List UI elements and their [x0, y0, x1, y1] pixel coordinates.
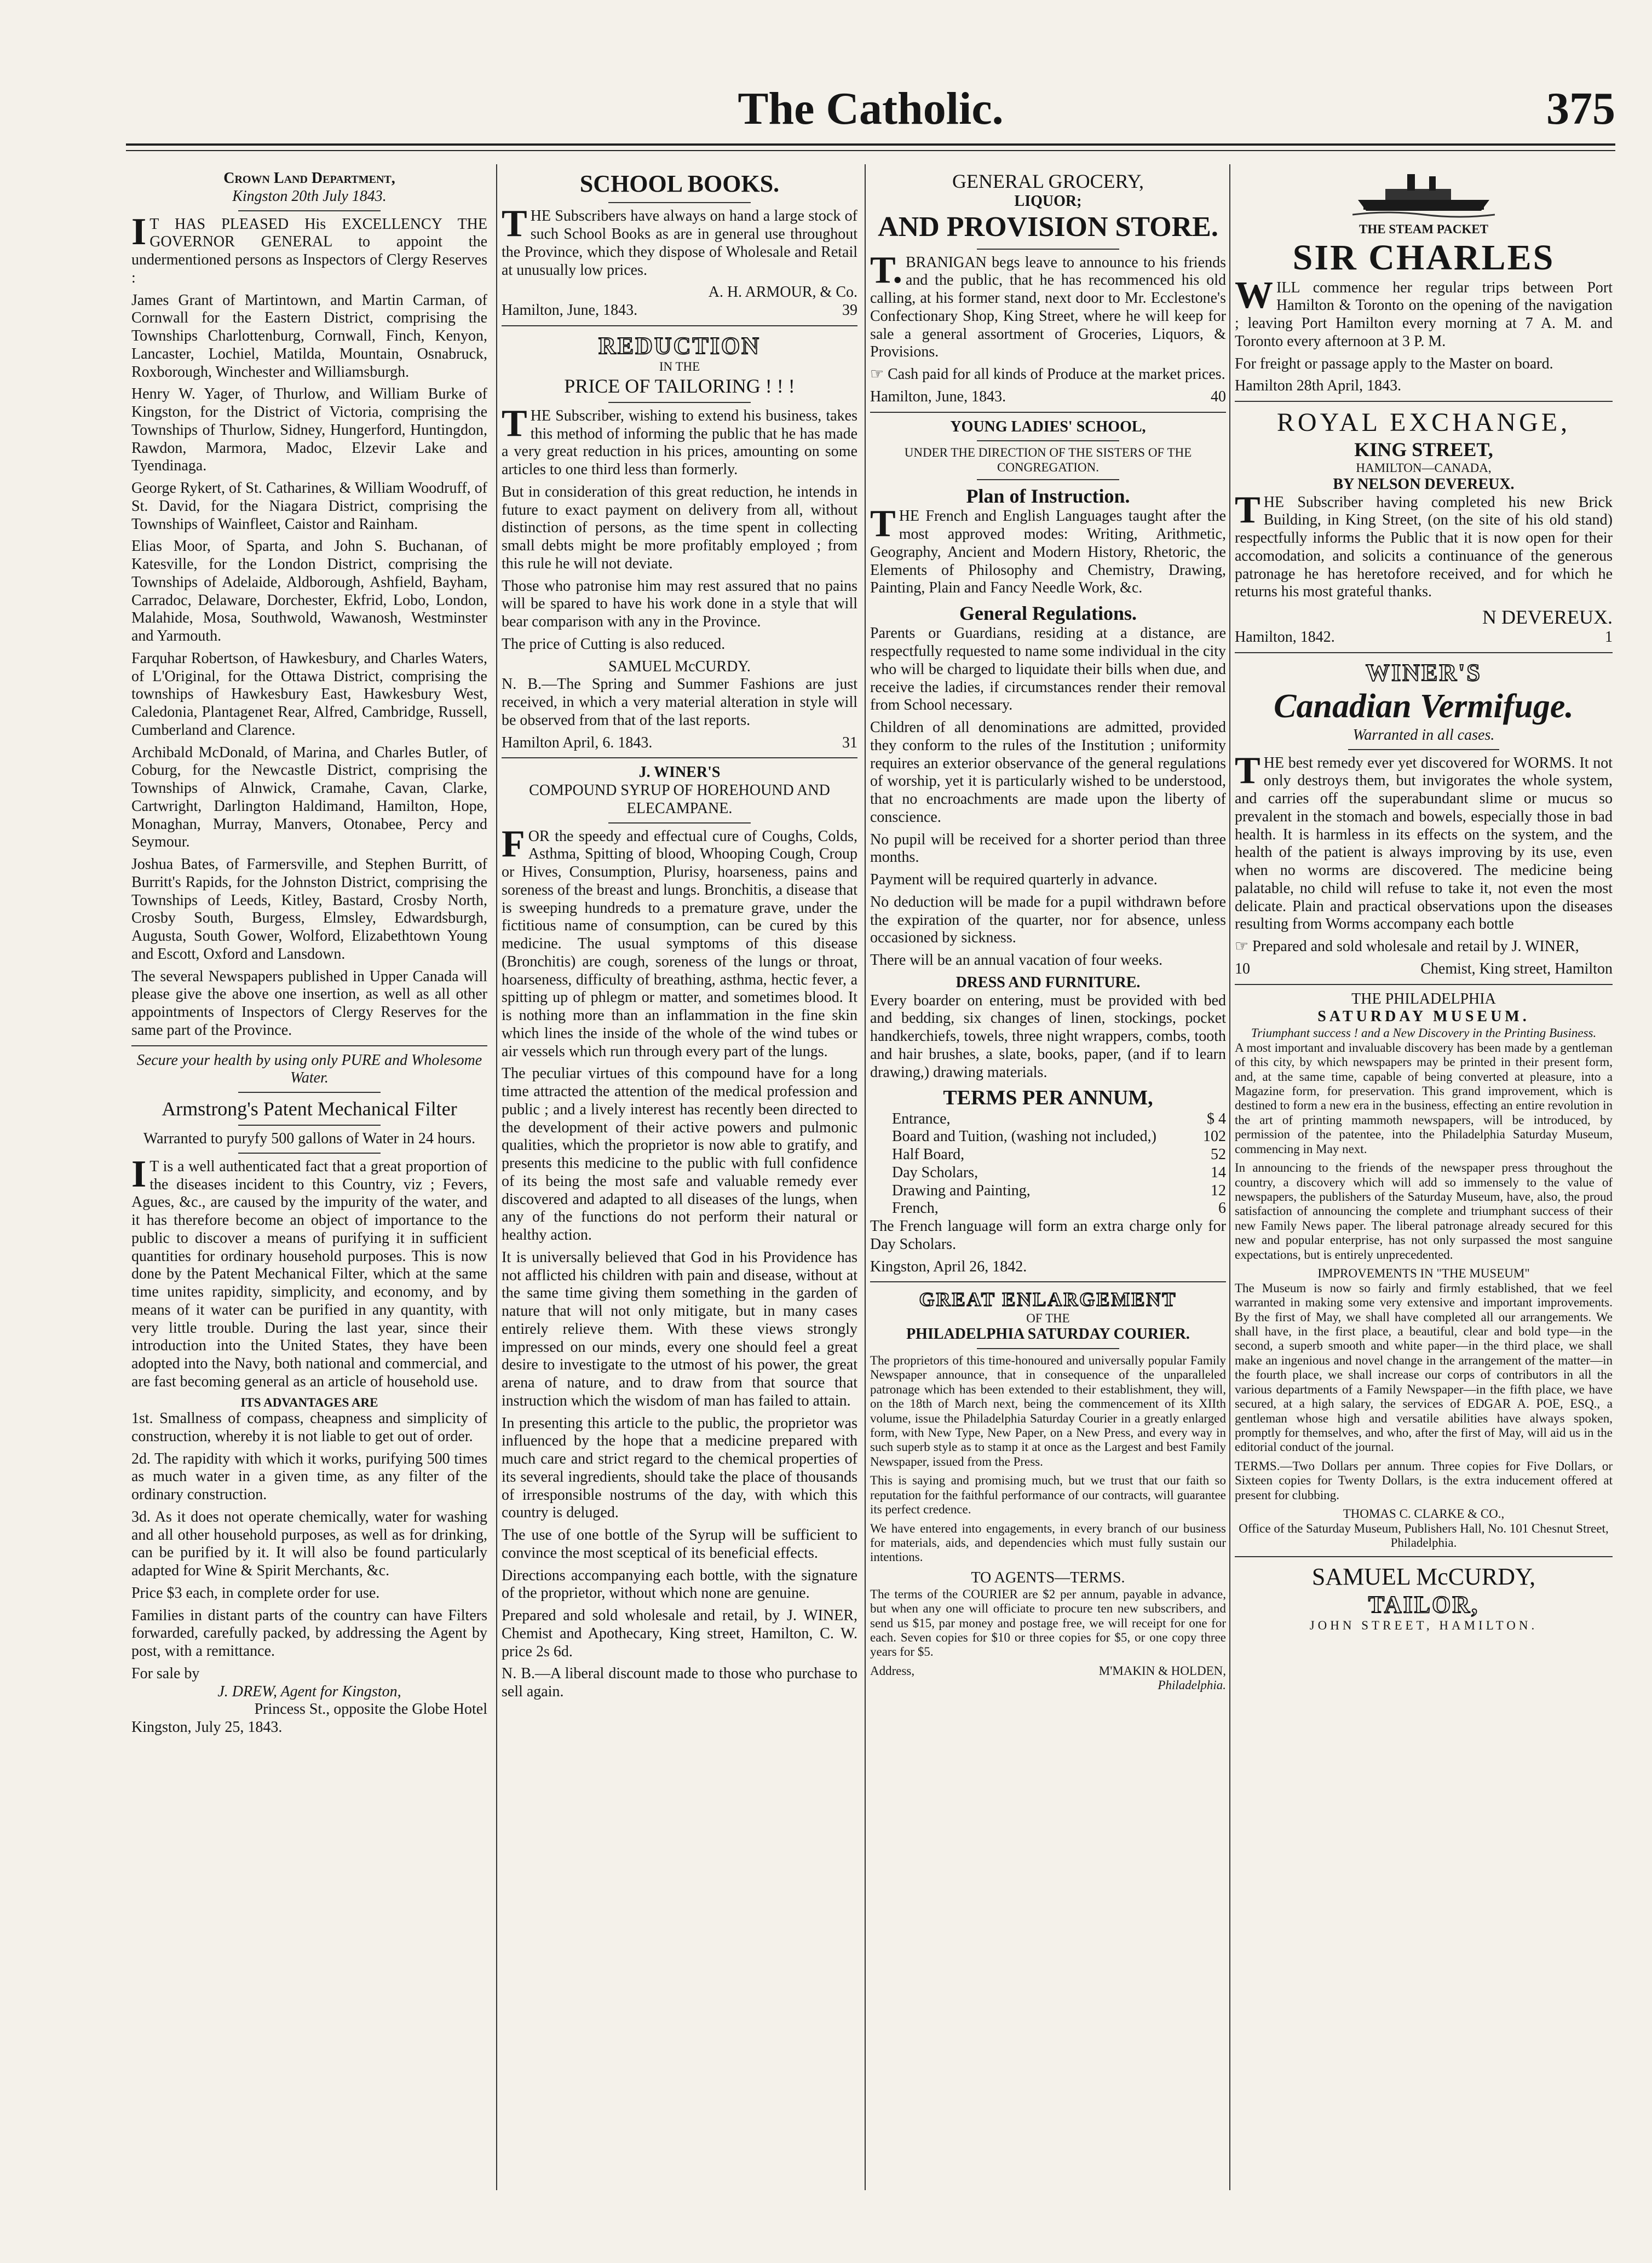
filter-forsale: For sale by — [131, 1665, 200, 1682]
column-3 — [870, 170, 1226, 2207]
inspector-entry: James Grant of Martintown, and Martin Carman, of Cornwall for the Eastern District, comprising the Townships Charlottenburg, Cornwall, Finch, Kenyon, Lancaster, Lochiel, Matilda, Mountain, Osnabruck, Roxborough, Winchester and Williamsburgh. — [131, 291, 487, 381]
tailoring-number: 31 — [842, 734, 857, 751]
agents-body: The terms of the COURIER are $2 per annum, payable in advance, but when any one will officiate to procure ten new subscribers, and send us $15, par money and postage free, we will receipt for one for each. Seven copies for $10 or three copies for $5, or one copy three years for $5. — [870, 1587, 1226, 1659]
page-number: 375 — [1546, 83, 1615, 134]
divider — [870, 412, 1226, 413]
syrup-paragraph: The peculiar virtues of this compound have for a long time attracted the attention of the medical profession and public ; and a lively interest has recently been directed to the development of their active powers and pulmonic qualities, which the proprietor is now able to gratify, and presents this medicine to the public with full confidence of its being the most safe and valuable remedy ever discovered and adapted to all diseases of the lungs, when any of the functions do not perform their natural or healthy action. — [502, 1065, 857, 1244]
filter-body: IT is a well authenticated fact that a great proportion of the diseases incident to this Country, viz ; Fevers, Agues, &c., are caused by the impurity of the water, and it has therefore become an object of importance to the public to discover a means of purifying it in sufficient quantities for ordinary household purposes. This is now done by the Patent Mechanical Filter, which at the same time unites rapidity, simplicity, and economy, and by means of it water can be purified in any quantity, with very little trouble. During the last year, since their introduction into the United States, they have been adopted into the Navy, both national and commercial, and are fast becoming general as an article of household use. — [131, 1153, 487, 1390]
french-note: The French language will form an extra charge only for Day Scholars. — [870, 1218, 1226, 1253]
steam-packet-head: THE STEAM PACKET — [1359, 222, 1488, 236]
column-4 — [1235, 170, 1613, 2207]
terms-item: Day Scholars, — [892, 1164, 978, 1181]
museum-paragraph: The Museum is now so fairly and firmly established, that we feel warranted in making some very extensive and important improvements. By the first of May, we shall have completed all our arrangements. We shall have, in the first place, a beautiful, clear and bold type—in the second, a superb smooth and white paper—in the third place, we shall make an ingenious and novel change in the arrangement of the matter—in the fourth place, we shall increase our corps of contributors in all the various departments of a Family Newspaper—in the fifth place, we have secured, at a high salary, the services of EDGAR A. POE, ESQ., a gentleman whose high and versatile abilities have always spoken, promptly for themselves, and who, after the first of May, will aid us in the editorial conduct of the journal. — [1235, 1281, 1613, 1454]
school-books-advert — [502, 170, 857, 320]
regulation-item: Payment will be required quarterly in advance. — [870, 871, 1158, 889]
royal-exchange-proprietor: BY NELSON DEVEREUX. — [1333, 475, 1515, 493]
ladies-school-title: YOUNG LADIES' SCHOOL, — [950, 418, 1146, 435]
syrup-paragraph: Prepared and sold wholesale and retail, by J. WINER, Chemist and Apothecary, King street, Hamilton, C. W. price 2s 6d. — [502, 1607, 857, 1660]
terms-heading: TERMS PER ANNUM, — [943, 1086, 1153, 1110]
grocery-date: Hamilton, June, 1843. — [870, 388, 1006, 405]
advantages-heading: ITS ADVANTAGES ARE — [240, 1395, 378, 1409]
divider — [977, 249, 1119, 250]
crown-land-date: Kingston 20th July 1843. — [232, 187, 387, 205]
courier-title: PHILADELPHIA SATURDAY COURIER. — [906, 1326, 1190, 1343]
divider — [977, 479, 1119, 480]
filter-warranty: Warranted to puryfy 500 gallons of Water in 24 hours. — [143, 1130, 476, 1148]
grocery-advert — [870, 170, 1226, 406]
column-2 — [502, 170, 857, 2207]
reduction-title: REDUCTION — [598, 332, 761, 359]
plan-heading: Plan of Instruction. — [966, 485, 1130, 508]
terms-row — [892, 1164, 1226, 1182]
grocery-liquor: LIQUOR; — [1014, 193, 1082, 210]
terms-row — [892, 1128, 1226, 1146]
crown-land-notice — [131, 170, 487, 1040]
regulation-item: There will be an annual vacation of four weeks. — [870, 952, 1163, 969]
divider — [1235, 984, 1613, 985]
ladies-school-date: Kingston, April 26, 1842. — [870, 1258, 1027, 1275]
mccurdy-trade: TAILOR, — [1368, 1591, 1480, 1618]
steam-packet-freight: For freight or passage apply to the Master on board. — [1235, 355, 1553, 372]
terms-item: French, — [892, 1200, 939, 1217]
museum-title: SATURDAY MUSEUM. — [1317, 1008, 1530, 1026]
improvements-heading: IMPROVEMENTS IN "THE MUSEUM" — [1317, 1266, 1530, 1281]
tailoring-date: Hamilton April, 6. 1843. — [502, 734, 653, 751]
divider — [238, 1092, 381, 1093]
divider — [238, 1125, 381, 1126]
filter-date: Kingston, July 25, 1843. — [131, 1719, 283, 1736]
divider — [1235, 401, 1613, 402]
royal-exchange-date: Hamilton, 1842. — [1235, 629, 1335, 646]
steamboat-icon — [1352, 170, 1495, 219]
courier-paragraph: This is saying and promising much, but we trust that our faith so reputation for the faithful performance of our contracts, will guarantee its perfect credence. — [870, 1473, 1226, 1517]
divider — [502, 325, 857, 326]
terms-row — [892, 1110, 1226, 1128]
museum-paragraph: In announcing to the friends of the newspaper press throughout the country, a discovery which will add so immensely to the value of newspapers, the publishers of the Saturday Museum, have, also, the proud satisfaction of announcing the complete and triumphant success of their new Family News paper. The liberal patronage already secured for this new and popular enterprise, has not only surpassed the most sanguine expectations, but is entirely unprecedented. — [1235, 1161, 1613, 1262]
vermifuge-footer — [1235, 960, 1613, 978]
courier-city: Philadelphia. — [1158, 1678, 1226, 1692]
divider — [238, 210, 381, 211]
masthead-rule — [126, 143, 1615, 146]
filter-agent: J. DREW, Agent for Kingston, — [217, 1683, 401, 1700]
crown-land-intro: IT HAS PLEASED His EXCELLENCY THE GOVERNOR GENERAL to appoint the undermentioned persons as Inspectors of Clergy Reserves : — [131, 210, 487, 286]
museum-head: THE PHILADELPHIA — [1351, 990, 1496, 1007]
terms-item: Drawing and Painting, — [892, 1182, 1031, 1199]
inspector-entry: George Rykert, of St. Catharines, & William Woodruff, of St. David, for the Niagara District, comprising the Townships of Wainfleet, Caistor and Rainham. — [131, 480, 487, 533]
museum-signer: THOMAS C. CLARKE & CO., — [1343, 1507, 1505, 1521]
column-rule — [1229, 164, 1230, 2190]
inspector-entry: Archibald McDonald, of Marina, and Charles Butler, of Coburg, for the Newcastle District, comprising the Townships of Alnwick, Cramahe, Cavan, Clarke, Cartwright, Darlington Haldimand, Hamilton, Hope, Monaghan, Murray, Manvers, Otonabee, Percy and Seymour. — [131, 744, 487, 851]
syrup-maker: J. WINER'S — [638, 764, 721, 781]
steam-packet-date: Hamilton 28th April, 1843. — [1235, 377, 1402, 395]
newspaper-note: The several Newspapers published in Upper Canada will please give the above one insertion, as well as all other appointments of Inspectors of Clergy Reserves for the same part of the Province. — [131, 968, 487, 1039]
grocery-body: T.BRANIGAN begs leave to announce to his friends and the public, that he has recommenced his old calling, at his former stand, next door to Mr. Ecclestone's Confectionary Shop, King Street, where he will keep for sale a general assortment of Groceries, Liquors, & Provisions. — [870, 249, 1226, 361]
divider — [977, 1348, 1119, 1349]
plan-body: THE French and English Languages taught after the most approved modes: Writing, Arithmetic, Geography, Ancient and Modern History, Rhetoric, the Elements of Philosophy and Chemistry, Drawing, Painting, Plain and Fancy Needle Work, &c. — [870, 503, 1226, 597]
filter-advert — [131, 1052, 487, 1737]
divider — [608, 402, 751, 403]
ladies-school-advert — [870, 418, 1226, 1276]
divider — [608, 822, 751, 824]
steam-packet-advert — [1235, 170, 1613, 395]
courier-paragraph: The proprietors of this time-honoured and universally popular Family Newspaper announce, that in consequence of the unparalleled patronage which has been extended to their establishment, they will, on the 18th of March next, being the commencement of its XIIth volume, issue the Philadelphia Saturday Courier in a greatly enlarged form, with New Type, New Paper, on a New Press, and every way in such superb style as to stamp it at once as the Largest and best Family Newspaper, issued from the Press. — [870, 1353, 1226, 1469]
royal-exchange-advert — [1235, 407, 1613, 647]
courier-footer — [870, 1664, 1226, 1678]
vermifuge-number: 10 — [1235, 960, 1250, 977]
divider — [502, 757, 857, 758]
courier-advert — [870, 1288, 1226, 1692]
divider — [977, 440, 1119, 441]
terms-amount: 102 — [1203, 1128, 1226, 1145]
school-books-number: 39 — [842, 302, 857, 319]
regulation-item: Children of all denominations are admitted, provided they conform to the rules of the Institution ; uniformity requires an exterior observance of the general regulations of worship, yet it is particularly wished to be understood, that no encroachments are made upon the liberty of conscience. — [870, 719, 1226, 826]
tailoring-paragraph: THE Subscriber, wishing to extend his business, takes this method of informing the public that he has made a very great reduction in his prices, amounting on some articles to one third less than formerly. — [502, 402, 857, 479]
terms-row — [892, 1182, 1226, 1200]
grocery-cash: ☞ Cash paid for all kinds of Produce at the market prices. — [870, 366, 1225, 383]
enlargement-title: GREAT ENLARGEMENT — [919, 1288, 1177, 1311]
terms-item: Half Board, — [892, 1146, 965, 1164]
terms-table — [870, 1110, 1226, 1218]
school-books-signer: A. H. ARMOUR, & Co. — [708, 284, 857, 301]
divider — [870, 1281, 1226, 1282]
terms-amount: 12 — [1211, 1182, 1226, 1199]
terms-item: Entrance, — [892, 1110, 951, 1127]
museum-office: Office of the Saturday Museum, Publishers Hall, No. 101 Chesnut Street, Philadelphia. — [1239, 1521, 1609, 1550]
school-books-body: THE Subscribers have always on hand a large stock of such School Books as are in general use throughout the Province, which they dispose of Wholesale and Retail at unusually low prices. — [502, 203, 857, 279]
vermifuge-title: Canadian Vermifuge. — [1274, 688, 1574, 725]
newspaper-title: The Catholic. — [738, 83, 1004, 134]
column-rule — [865, 164, 866, 2190]
museum-paragraph: A most important and invaluable discovery has been made by a gentleman of this city, by which newspapers may be printed in their present form, and, at the same time, capable of being converted at pleasure, into a Magazine form, for preservation. This grand improvement, which is destined to form a new era in the business, effecting an entire revolution in the art of printing mammoth newspapers, will be introduced, by permission of the patentee, into the Philadelphia Saturday Museum, commencing in May next. — [1235, 1040, 1613, 1156]
vermifuge-body: THE best remedy ever yet discovered for WORMS. It not only destroys them, but invigorates the whole system, and carries off the superabundant slime or mucus so prevalent in the stomach and bowels, especially those in bad health. It is harmless in its effects on the system, and the health of the patient is always improving by its use, even when no worms are discovered. The medicine being palatable, no child will refuse to take it, not even the most delicate. Plain and practical observations upon the diseases resulting from Worms accompany each bottle — [1235, 749, 1613, 933]
vermifuge-address: Chemist, King street, Hamilton — [1420, 960, 1613, 977]
mccurdy-card — [1235, 1563, 1613, 1633]
syrup-advert — [502, 764, 857, 1701]
museum-advert — [1235, 991, 1613, 1551]
vermifuge-advert — [1235, 659, 1613, 978]
tailoring-signer: SAMUEL McCURDY. — [608, 658, 751, 675]
terms-amount: 6 — [1218, 1200, 1226, 1217]
syrup-paragraph: FOR the speedy and effectual cure of Coughs, Colds, Asthma, Spitting of blood, Whooping Cough, Croup or Hives, Consumption, Plurisy, hoarseness, pains and soreness of the breast and lungs. Bronchitis, a disease that is sweeping hundreds to a premature grave, under the fictitious name of consumption, can be cured by this medicine. The usual symptoms of this disease (Bronchitis) are cough, soreness of the lungs or throat, hoarseness, difficulty of breathing, asthma, hectic fever, a spitting up of phlegm or matter, and sometimes blood. It is nothing more than an inflammation in the fine skin which lines the inside of the whole of the wind tubes or air vessels which run through every part of the lungs. — [502, 822, 857, 1060]
courier-address-label: Address, — [870, 1663, 915, 1678]
tailoring-title: PRICE OF TAILORING ! ! ! — [564, 375, 795, 397]
terms-item: Board and Tuition, (washing not included,) — [892, 1128, 1156, 1145]
syrup-title: COMPOUND SYRUP OF HOREHOUND AND ELECAMPANE. — [529, 782, 830, 817]
school-books-footer — [502, 302, 857, 320]
divider — [238, 1153, 381, 1154]
divider — [131, 1045, 487, 1046]
courier-of: OF THE — [1026, 1311, 1070, 1325]
vermifuge-maker: WINER'S — [1366, 659, 1482, 686]
vermifuge-prepared: ☞ Prepared and sold wholesale and retail by J. WINER, — [1235, 938, 1579, 955]
tailoring-paragraph: Those who patronise him may rest assured that no pains will be spared to have his work done in a style that will bear comparison with any in the Province. — [502, 577, 857, 631]
grocery-footer — [870, 388, 1226, 406]
syrup-paragraph: It is universally believed that God in his Providence has not afflicted his children with pain and disease, without at the same time giving them something in the garden of nature that will not only mitigate, but in many cases entirely relieve them. With these views strongly impressed on our minds, every one should feel a great desire to investigate to the utmost of his power, the great arena of nature, and to draw from that source that instruction which the wisdom of man has failed to attain. — [502, 1248, 857, 1409]
terms-amount: 14 — [1211, 1164, 1226, 1181]
courier-publishers: M'MAKIN & HOLDEN, — [1098, 1663, 1226, 1678]
mccurdy-name: SAMUEL McCURDY, — [1311, 1563, 1536, 1590]
regulations-heading: General Regulations. — [959, 602, 1137, 625]
tailoring-advert — [502, 332, 857, 752]
advantage-item: 2d. The rapidity with which it works, purifying 500 times as much water in a given time, as any filter of the ordinary construction. — [131, 1450, 487, 1504]
royal-exchange-footer — [1235, 629, 1613, 647]
inspector-entry: Henry W. Yager, of Thurlow, and William Burke of Kingston, for the District of Victoria, comprising the Townships of Thurlow, Sidney, Hungerford, Huntingdon, Rawdon, Marmora, Madoc, Elzevir Lake and Tyendinaga. — [131, 385, 487, 475]
syrup-nb: N. B.—A liberal discount made to those who purchase to sell again. — [502, 1665, 857, 1701]
inspector-entry: Elias Moor, of Sparta, and John S. Buchanan, of Katesville, for the London District, comprising the Townships of Adelaide, Aldborough, Ashfield, Bayham, Carradoc, Delaware, Dorchester, Ekfrid, Lobo, London, Malahide, Mosa, Southwold, Wawanosh, Westminster and Yarmouth. — [131, 538, 487, 644]
tailoring-paragraph: But in consideration of this great reduction, he intends in future to exact payment on delivery from all, without distinction of persons, as the time spent in collecting small debts might be more profitably employed ; from this rule he will not deviate. — [502, 483, 857, 572]
grocery-title: AND PROVISION STORE. — [878, 211, 1218, 243]
steam-packet-title: SIR CHARLES — [1292, 238, 1555, 278]
inspector-entry: Farquhar Robertson, of Hawkesbury, and Charles Waters, of L'Original, for the Ottawa District, comprising the townships of Hawkesbury East, Hawkesbury West, Caledonia, Plantagenet Rear, Alfred, Cambridge, Russell, Cumberland and Clarence. — [131, 649, 487, 739]
masthead-rule-thin — [126, 150, 1615, 151]
museum-terms: TERMS.—Two Dollars per annum. Three copies for Five Dollars, or Sixteen copies for Twenty Dollars, is the extra inducement offered at present for clubbing. — [1235, 1459, 1613, 1502]
terms-row — [892, 1146, 1226, 1164]
tailoring-paragraph: The price of Cutting is also reduced. — [502, 635, 726, 653]
dress-heading: DRESS AND FURNITURE. — [955, 974, 1141, 991]
filter-address: Princess St., opposite the Globe Hotel — [254, 1701, 487, 1718]
divider — [1235, 652, 1613, 653]
terms-amount: $ 4 — [1207, 1110, 1226, 1127]
mccurdy-street: JOHN STREET, HAMILTON. — [1309, 1619, 1538, 1633]
steam-packet-body: WILL commence her regular trips between Port Hamilton & Toronto on the opening of the navigation ; leaving Port Hamilton every morning at 7 A. M. and Toronto every afternoon at 3 P. M. — [1235, 274, 1613, 350]
advantage-item: 1st. Smallness of compass, cheapness and simplicity of construction, whereby it is not liable to get out of order. — [131, 1410, 487, 1445]
royal-exchange-city: HAMILTON—CANADA, — [1356, 461, 1492, 475]
grocery-top: GENERAL GROCERY, — [952, 170, 1144, 192]
divider — [1348, 749, 1499, 750]
regulation-item: No pupil will be received for a shorter period than three months. — [870, 831, 1226, 866]
masthead — [126, 77, 1615, 137]
royal-exchange-body: THE Subscriber having completed his new Brick Building, in King Street, (on the site of his old stand) respectfully informs the Public that it is now open for their accomodation, and solicits a continuance of the generous patronage he has heretofore received, and for which he returns his most grateful thanks. — [1235, 488, 1613, 601]
royal-exchange-street: KING STREET, — [1354, 439, 1493, 461]
ladies-school-subtitle: UNDER THE DIRECTION OF THE SISTERS OF THE CONGREGATION. — [904, 446, 1192, 474]
school-books-date: Hamilton, June, 1843. — [502, 302, 638, 319]
royal-exchange-signer: N DEVEREUX. — [1482, 606, 1613, 629]
crown-land-heading: Crown Land Department, — [223, 170, 395, 187]
column-rule — [496, 164, 497, 2190]
courier-paragraph: We have entered into engagements, in every branch of our business for materials, aids, and dependencies which must fully sustain our intentions. — [870, 1521, 1226, 1564]
filter-title: Armstrong's Patent Mechanical Filter — [162, 1098, 457, 1120]
filter-price: Price $3 each, in complete order for use. — [131, 1584, 380, 1602]
filter-motto: Secure your health by using only PURE and Wholesome Water. — [136, 1051, 482, 1087]
tailoring-nb: N. B.—The Spring and Summer Fashions are just received, in which a very material alteration in style will be observed from that of the last reports. — [502, 676, 857, 729]
royal-exchange-title: ROYAL EXCHANGE, — [1276, 408, 1571, 437]
museum-tagline: Triumphant success ! and a New Discovery in the Printing Business. — [1251, 1026, 1597, 1040]
reduction-subtitle: IN THE — [659, 360, 700, 374]
syrup-paragraph: The use of one bottle of the Syrup will be sufficient to convince the most sceptical of its beneficial effects. — [502, 1527, 857, 1562]
vermifuge-warranty: Warranted in all cases. — [1352, 726, 1495, 744]
school-books-title: SCHOOL BOOKS. — [579, 170, 780, 197]
regulation-item: No deduction will be made for a pupil withdrawn before the expiration of the quarter, nor for absence, unless occasioned by sickness. — [870, 893, 1226, 947]
divider — [1235, 1556, 1613, 1557]
dress-body: Every boarder on entering, must be provided with bed and bedding, six changes of linen, stockings, pocket handkerchiefs, towels, three night wrappers, combs, tooth and hair brushes, a slate, books, paper, (and if to learn drawing,) drawing materials. — [870, 992, 1226, 1081]
regulation-item: Parents or Guardians, residing at a distance, are respectfully requested to name some individual in the city who will be charged to liquidate their bills when due, and receive the ladies, if circumstances render their removal from School necessary. — [870, 625, 1226, 714]
royal-exchange-number: 1 — [1605, 629, 1613, 646]
divider — [608, 202, 751, 203]
grocery-number: 40 — [1211, 388, 1226, 405]
filter-families: Families in distant parts of the country can have Filters forwarded, carefully packed, by addressing the Agent by post, with a remittance. — [131, 1606, 487, 1660]
terms-row — [892, 1200, 1226, 1218]
agents-heading: TO AGENTS—TERMS. — [971, 1569, 1125, 1586]
terms-amount: 52 — [1211, 1146, 1226, 1164]
advantage-item: 3d. As it does not operate chemically, water for washing and all other household purposes, as well as for drinking, can be purified by it. It will also be found particularly adapted for Wine & Spirit Merchants, &c. — [131, 1508, 487, 1580]
tailoring-footer — [502, 734, 857, 752]
column-1 — [131, 170, 487, 2207]
syrup-paragraph: Directions accompanying each bottle, with the signature of the proprietor, without which none are genuine. — [502, 1567, 857, 1602]
inspector-entry: Joshua Bates, of Farmersville, and Stephen Burritt, of Burritt's Rapids, for the Johnston District, comprising the Townships of Leeds, Kitley, Bastard, Crosby North, Crosby South, Burgess, Elmsley, Edwardsburgh, Augusta, South Gower, Wolford, Elizabethtown Young and Escott, Oxford and Lansdown. — [131, 856, 487, 963]
syrup-paragraph: In presenting this article to the public, the proprietor was influenced by the hope that a medicine prepared with much care and strict regard to the chemical properties of its several ingredients, should take the place of thousands of irresponsible nostrums of the day, with which this country is deluged. — [502, 1414, 857, 1522]
